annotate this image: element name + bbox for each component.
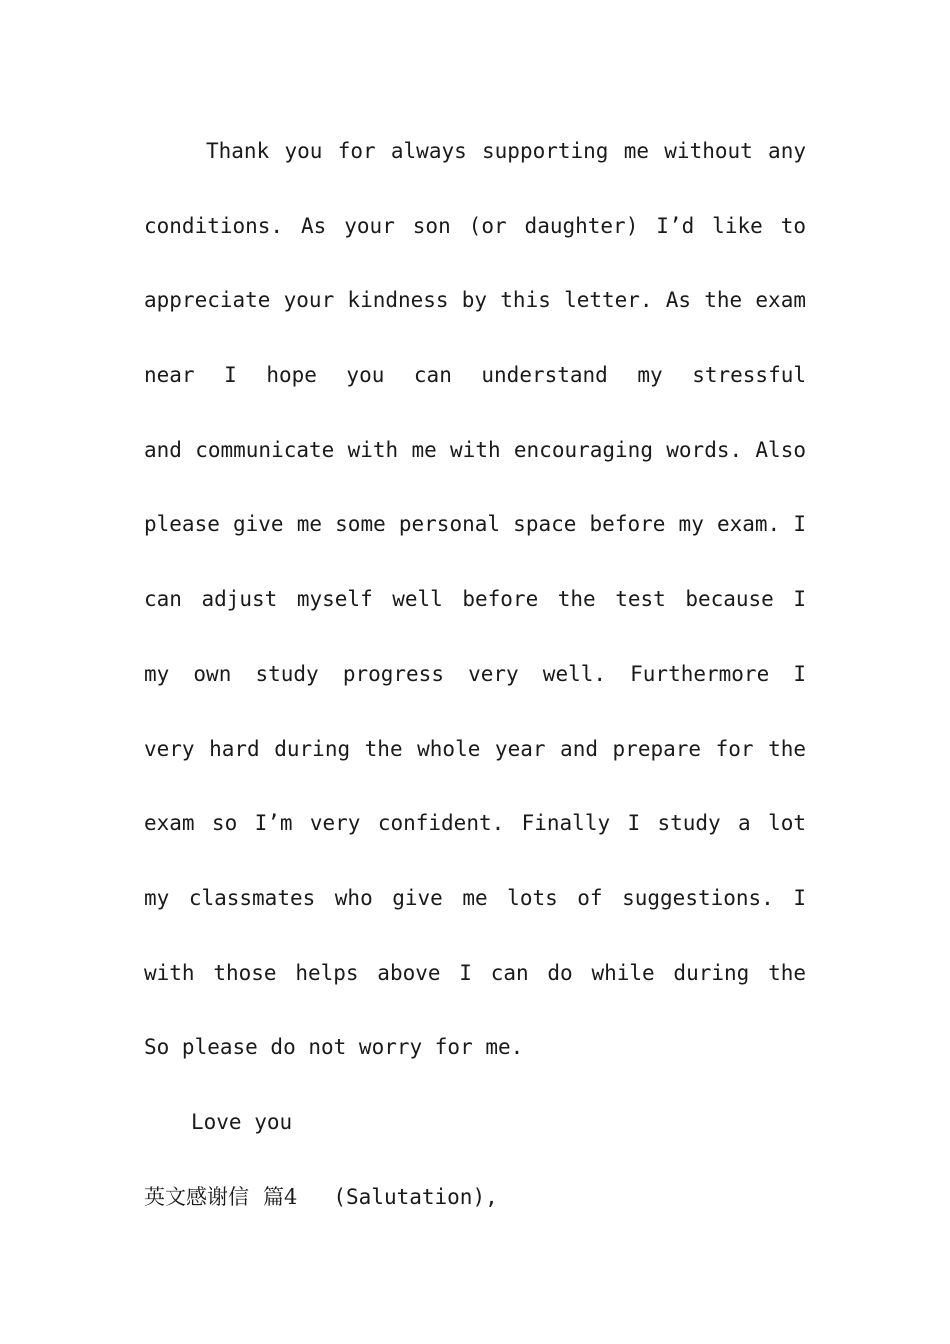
body-line-5: and communicate with me with encouraging words. Also: [144, 437, 806, 462]
closing-line: Love you: [191, 1109, 293, 1134]
body-line-11: my classmates who give me lots of suggestions. I: [144, 885, 806, 910]
body-line-7: can adjust myself well before the test because I: [144, 587, 806, 612]
section-heading: [144, 1160, 806, 1235]
body-line-3: appreciate your kindness by this letter. As the exam: [144, 288, 806, 313]
salutation-text: (Salutation),: [333, 1184, 498, 1209]
section-title: 英文感谢信: [144, 1184, 249, 1209]
body-line-1: Thank you for always supporting me without any: [206, 139, 806, 163]
section-number: 篇4: [263, 1184, 298, 1209]
body-line-2: conditions. As your son (or daughter) I’d like to: [144, 213, 806, 238]
body-line-9: very hard during the whole year and prepare for the: [144, 736, 806, 761]
body-line-10: exam so I’m very confident. Finally I study a lot: [144, 811, 806, 836]
body-line-4: near I hope you can understand my stressful: [144, 363, 806, 388]
body-line-8: my own study progress very well. Furthermore I: [144, 661, 806, 686]
body-line-6: please give me some personal space before my exam. I: [144, 512, 806, 537]
body-line-12: with those helps above I can do while during the: [144, 960, 806, 985]
body-line-13: So please do not worry for me.: [144, 1035, 524, 1060]
letter-body: [144, 114, 806, 1234]
